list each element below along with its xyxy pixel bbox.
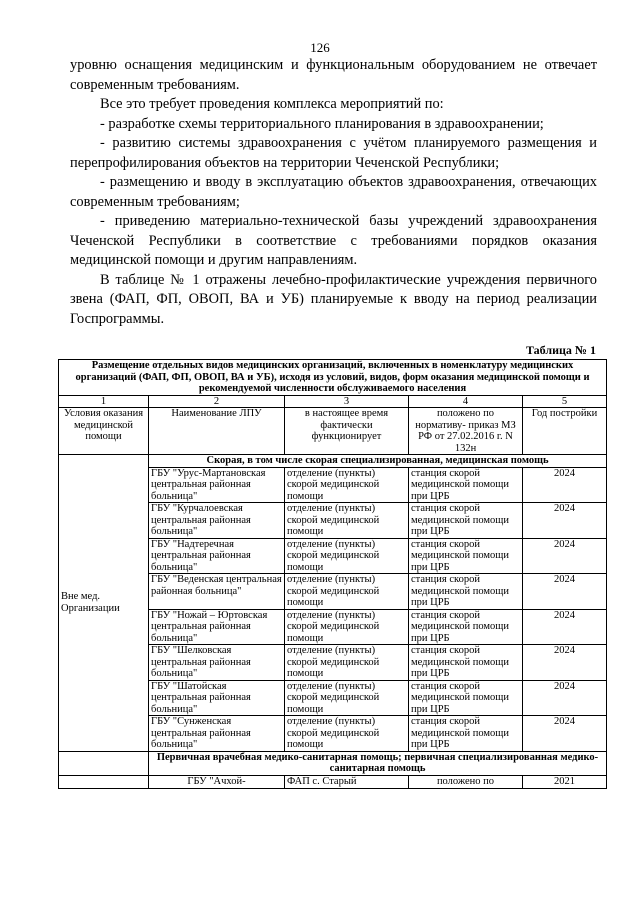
section-header: Скорая, в том числе скорая специализированная, медицинская помощь <box>149 455 607 468</box>
body-text <box>70 56 597 329</box>
section-header: Первичная врачебная медико-санитарная помощь; первичная специализированная медико-санитарная помощь <box>149 751 607 775</box>
build-year: 2024 <box>523 680 607 716</box>
norm-status: положено по <box>409 775 523 788</box>
col-header: Наименование ЛПУ <box>149 408 285 455</box>
build-year: 2024 <box>523 503 607 539</box>
norm-status: станция скорой медицинской помощи при ЦРБ <box>409 574 523 610</box>
actual-status: отделение (пункты) скорой медицинской помощи <box>285 609 409 645</box>
paragraph: В таблице № 1 отражены лечебно-профилактические учреждения первичного звена (ФАП, ФП, ОВОП, ВА и УБ) планируемые к вводу на период реализации Госпрограммы. <box>70 271 597 327</box>
paragraph: - разработке схемы территориального планирования в здравоохранении; <box>100 115 544 132</box>
norm-status: станция скорой медицинской помощи при ЦРБ <box>409 538 523 574</box>
actual-status: отделение (пункты) скорой медицинской помощи <box>285 645 409 681</box>
actual-status: отделение (пункты) скорой медицинской помощи <box>285 467 409 503</box>
col-number: 3 <box>285 395 409 408</box>
facility-name: ГБУ "Урус-Мартановская центральная районная больница" <box>149 467 285 503</box>
paragraph: - размещению и вводу в эксплуатацию объектов здравоохранения, отвечающих современным требованиям; <box>70 174 597 210</box>
condition-cell-empty <box>59 775 149 788</box>
actual-status: отделение (пункты) скорой медицинской помощи <box>285 574 409 610</box>
paragraph: - приведению материально-технической базы учреждений здравоохранения Чеченской Республики в соответствие с требованиями порядков оказания медицинской помощи и другим направлениям. <box>70 213 597 268</box>
norm-status: станция скорой медицинской помощи при ЦРБ <box>409 645 523 681</box>
col-number: 2 <box>149 395 285 408</box>
table-row <box>59 775 607 788</box>
table-label: Таблица № 1 <box>525 343 596 357</box>
col-header: Год постройки <box>523 408 607 455</box>
build-year: 2024 <box>523 716 607 752</box>
col-number: 1 <box>59 395 149 408</box>
facility-name: ГБУ "Сунженская центральная районная больница" <box>149 716 285 752</box>
build-year: 2024 <box>523 467 607 503</box>
col-number: 5 <box>523 395 607 408</box>
facility-name: ГБУ "Курчалоевская центральная районная больница" <box>149 503 285 539</box>
page-number: 126 <box>310 40 330 55</box>
paragraph: уровню оснащения медицинским и функциональным оборудованием не отвечает современным требованиям. <box>70 57 597 93</box>
paragraph: - развитию системы здравоохранения с учётом планируемого размещения и перепрофилирования объектов на территории Чеченской Республики; <box>70 135 597 171</box>
col-header: Условия оказания медицинской помощи <box>59 408 149 455</box>
build-year: 2024 <box>523 538 607 574</box>
paragraph: Все это требует проведения комплекса мероприятий по: <box>100 96 444 112</box>
actual-status: отделение (пункты) скорой медицинской помощи <box>285 538 409 574</box>
facilities-table <box>58 359 607 789</box>
actual-status: отделение (пункты) скорой медицинской помощи <box>285 503 409 539</box>
norm-status: станция скорой медицинской помощи при ЦРБ <box>409 680 523 716</box>
norm-status: станция скорой медицинской помощи при ЦРБ <box>409 467 523 503</box>
build-year: 2024 <box>523 645 607 681</box>
facility-name: ГБУ "Шатойская центральная районная больница" <box>149 680 285 716</box>
build-year: 2024 <box>523 609 607 645</box>
col-number: 4 <box>409 395 523 408</box>
actual-status: ФАП с. Старый <box>285 775 409 788</box>
norm-status: станция скорой медицинской помощи при ЦРБ <box>409 716 523 752</box>
table-caption: Размещение отдельных видов медицинских организаций, включенных в номенклатуру медицинских организаций (ФАП, ФП, ОВОП, ВА и УБ), исходя из условий, видов, форм оказания медицинской помощи и рекомендуемой численности обслуживаемого населения <box>59 360 607 396</box>
col-header: положено по нормативу- приказ МЗ РФ от 27.02.2016 г. N 132н <box>409 408 523 455</box>
norm-status: станция скорой медицинской помощи при ЦРБ <box>409 503 523 539</box>
facility-name: ГБУ "Шелковская центральная районная больница" <box>149 645 285 681</box>
condition-cell-empty <box>59 751 149 775</box>
actual-status: отделение (пункты) скорой медицинской помощи <box>285 680 409 716</box>
col-header: в настоящее время фактически функционирует <box>285 408 409 455</box>
facility-name: ГБУ "Ножай – Юртовская центральная районная больница" <box>149 609 285 645</box>
norm-status: станция скорой медицинской помощи при ЦРБ <box>409 609 523 645</box>
build-year: 2021 <box>523 775 607 788</box>
facility-name: ГБУ "Ачхой- <box>149 775 285 788</box>
facility-name: ГБУ "Надтеречная центральная районная больница" <box>149 538 285 574</box>
build-year: 2024 <box>523 574 607 610</box>
facility-name: ГБУ "Веденская центральная районная больница" <box>149 574 285 610</box>
actual-status: отделение (пункты) скорой медицинской помощи <box>285 716 409 752</box>
condition-cell: Вне мед. Организации <box>59 455 149 752</box>
